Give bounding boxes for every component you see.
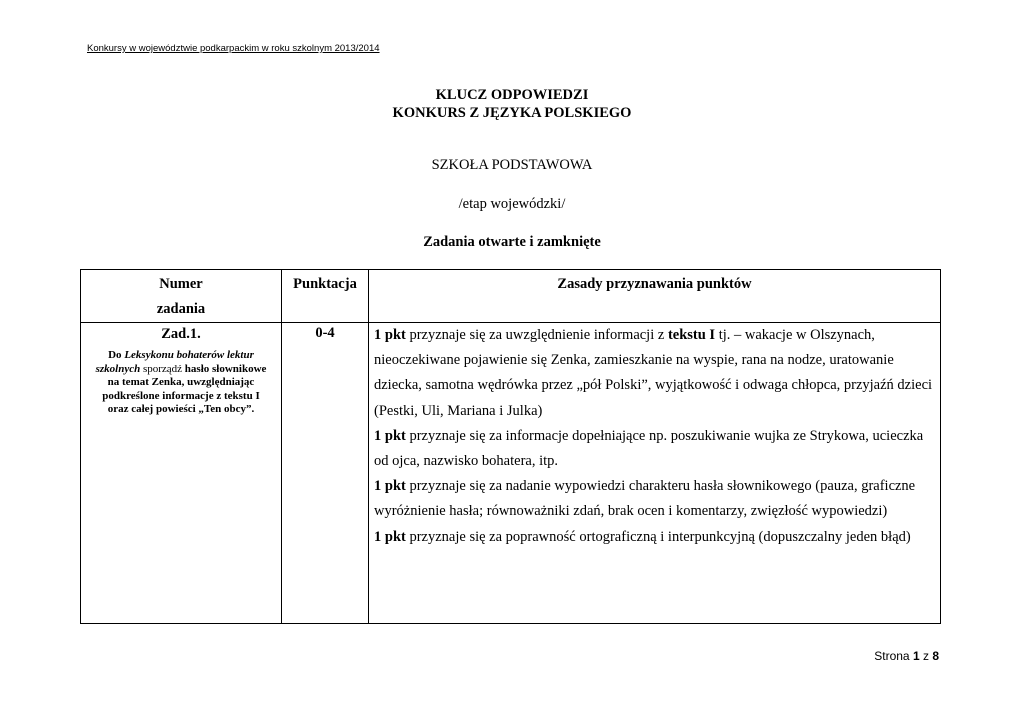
header-rules: Zasady przyznawania punktów <box>369 270 941 323</box>
header-number-line1: Numer <box>159 276 203 292</box>
rule-item <box>374 424 936 474</box>
rule-points: 1 pkt <box>374 528 406 545</box>
school-level: SZKOŁA PODSTAWOWA <box>431 157 593 173</box>
title-line-2: KONKURS Z JĘZYKA POLSKIEGO <box>392 105 632 121</box>
header-number-line2: zadania <box>156 301 206 317</box>
rule-text: przyznaje się za informacje dopełniające np. poszukiwanie wujka ze Strykowa, ucieczka od ojca, nazwisko bohatera, itp. <box>374 427 924 470</box>
rule-points: 1 pkt <box>374 478 406 495</box>
rule-text: przyznaje się za poprawność ortograficzną i interpunkcyjną (dopuszczalny jeden błąd) <box>405 528 911 545</box>
rule-item <box>374 323 936 424</box>
task-desc-italic: Leksykonu bohaterów lektur szkolnych <box>95 349 254 375</box>
header-task-number <box>81 270 282 323</box>
rule-item <box>374 474 936 524</box>
page-footer <box>874 649 939 663</box>
task-desc-part: hasło słownikowe na temat Zenka, uwzględniając podkreślone informacje z tekstu I oraz całej powieści „Ten obcy”. <box>102 362 267 415</box>
rule-points: 1 pkt <box>374 327 406 343</box>
title-line-1: KLUCZ ODPOWIEDZI <box>435 87 589 103</box>
rule-text: tj. – wakacje w Olszynach, nieoczekiwane pojawienie się Zenka, zamieszkanie na wyspie, rana na nodze, uratowanie dziecka, samotna wędrówka przez „pół Polski”, wyjątkowość i odwaga chłopca, przyjaźń dzieci (Pestki, Uli, Mariana i Julka) <box>374 327 933 419</box>
points-cell: 0-4 <box>282 323 369 624</box>
competition-stage: /etap wojewódzki/ <box>458 196 566 212</box>
task-desc-plain: sporządź <box>140 362 183 375</box>
rule-text: przyznaje się za nadanie wypowiedzi charakteru hasła słownikowego (pauza, graficzne wyróżnienie hasła; równoważniki zdań, brak ocen i komentarzy, zwięzłość wypowiedzi) <box>374 478 916 520</box>
task-id: Zad.1. <box>161 326 201 342</box>
section-title: Zadania otwarte i zamknięte <box>423 234 601 250</box>
answer-key-table <box>80 269 941 624</box>
footer-of: z <box>919 649 933 663</box>
task-desc-part: Do <box>108 349 125 361</box>
rules-cell <box>369 323 941 624</box>
running-header: Konkursy w województwie podkarpackim w roku szkolnym 2013/2014 <box>87 43 380 54</box>
table-header-row <box>81 270 941 323</box>
total-pages: 8 <box>932 649 939 663</box>
task-cell <box>81 323 282 624</box>
table-row <box>81 323 941 624</box>
document-title <box>0 86 1024 122</box>
current-page-number: 1 <box>912 649 920 663</box>
rule-text: przyznaje się za uwzględnienie informacji z <box>405 327 668 343</box>
header-score: Punktacja <box>282 270 369 323</box>
task-description <box>81 349 281 417</box>
rule-emphasis: tekstu I <box>667 327 716 343</box>
footer-label: Strona <box>874 649 913 663</box>
rule-points: 1 pkt <box>374 427 406 444</box>
rule-item <box>374 525 936 550</box>
